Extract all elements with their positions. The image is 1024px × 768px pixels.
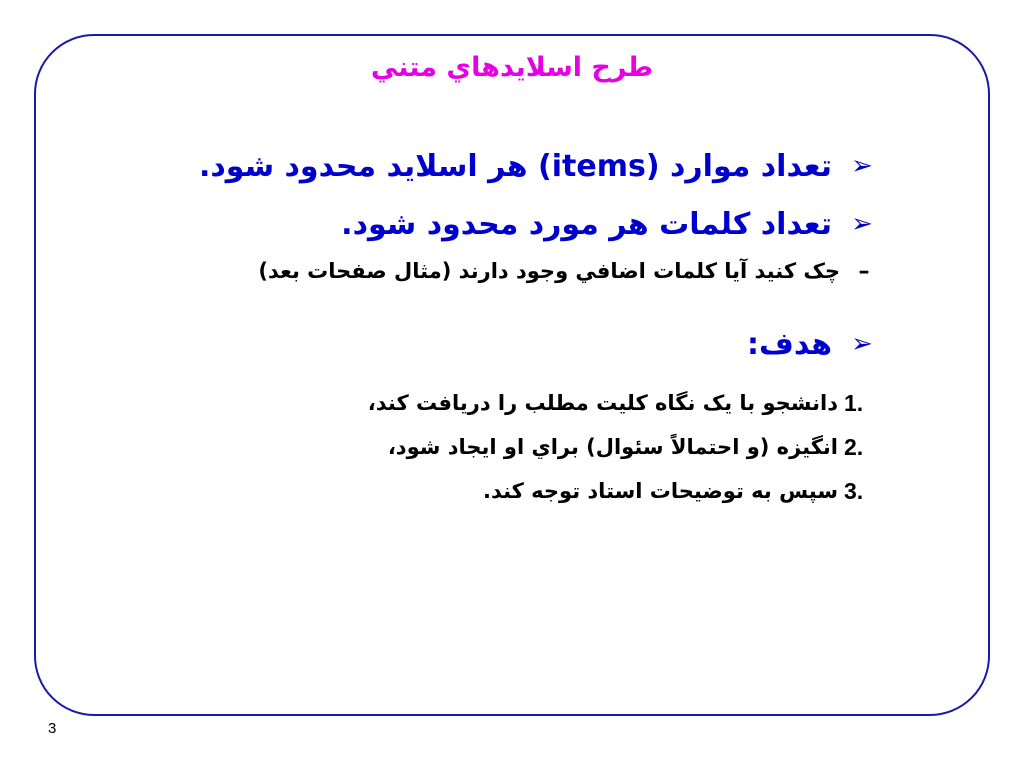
sub-bullet-item [124, 256, 884, 286]
arrow-bullet-icon: ➢ [851, 151, 873, 181]
item-number: 1. [844, 389, 864, 416]
bullet-text: هدف: [747, 326, 832, 362]
arrow-bullet-icon: ➢ [851, 329, 873, 359]
numbered-text: انگيزه (و احتمالاً سئوال) براي او ايجاد شود، [387, 435, 838, 459]
bullet-item [124, 206, 884, 242]
sub-bullet-text: چک کنيد آيا کلمات اضافي وجود دارند (مثال صفحات بعد) [258, 259, 840, 283]
arrow-bullet-icon: ➢ [851, 209, 873, 239]
numbered-item [124, 476, 884, 506]
slide-title: طرح اسلايدهاي متني [370, 52, 654, 83]
numbered-text: دانشجو با يک نگاه کليت مطلب را دريافت کند، [367, 391, 838, 415]
item-number: 3. [844, 477, 864, 504]
slide-content [124, 148, 884, 520]
item-number: 2. [844, 433, 864, 460]
dash-bullet-icon: – [858, 258, 870, 284]
bullet-text: تعداد موارد (items) هر اسلايد محدود شود. [198, 148, 832, 184]
page-number: 3 [48, 720, 57, 737]
bullet-item [124, 148, 884, 184]
numbered-text: سپس به توضيحات استاد توجه کند. [482, 479, 838, 503]
bullet-text: تعداد کلمات هر مورد محدود شود. [341, 206, 832, 242]
numbered-item [124, 388, 884, 418]
numbered-item [124, 432, 884, 462]
bullet-item [124, 326, 884, 362]
